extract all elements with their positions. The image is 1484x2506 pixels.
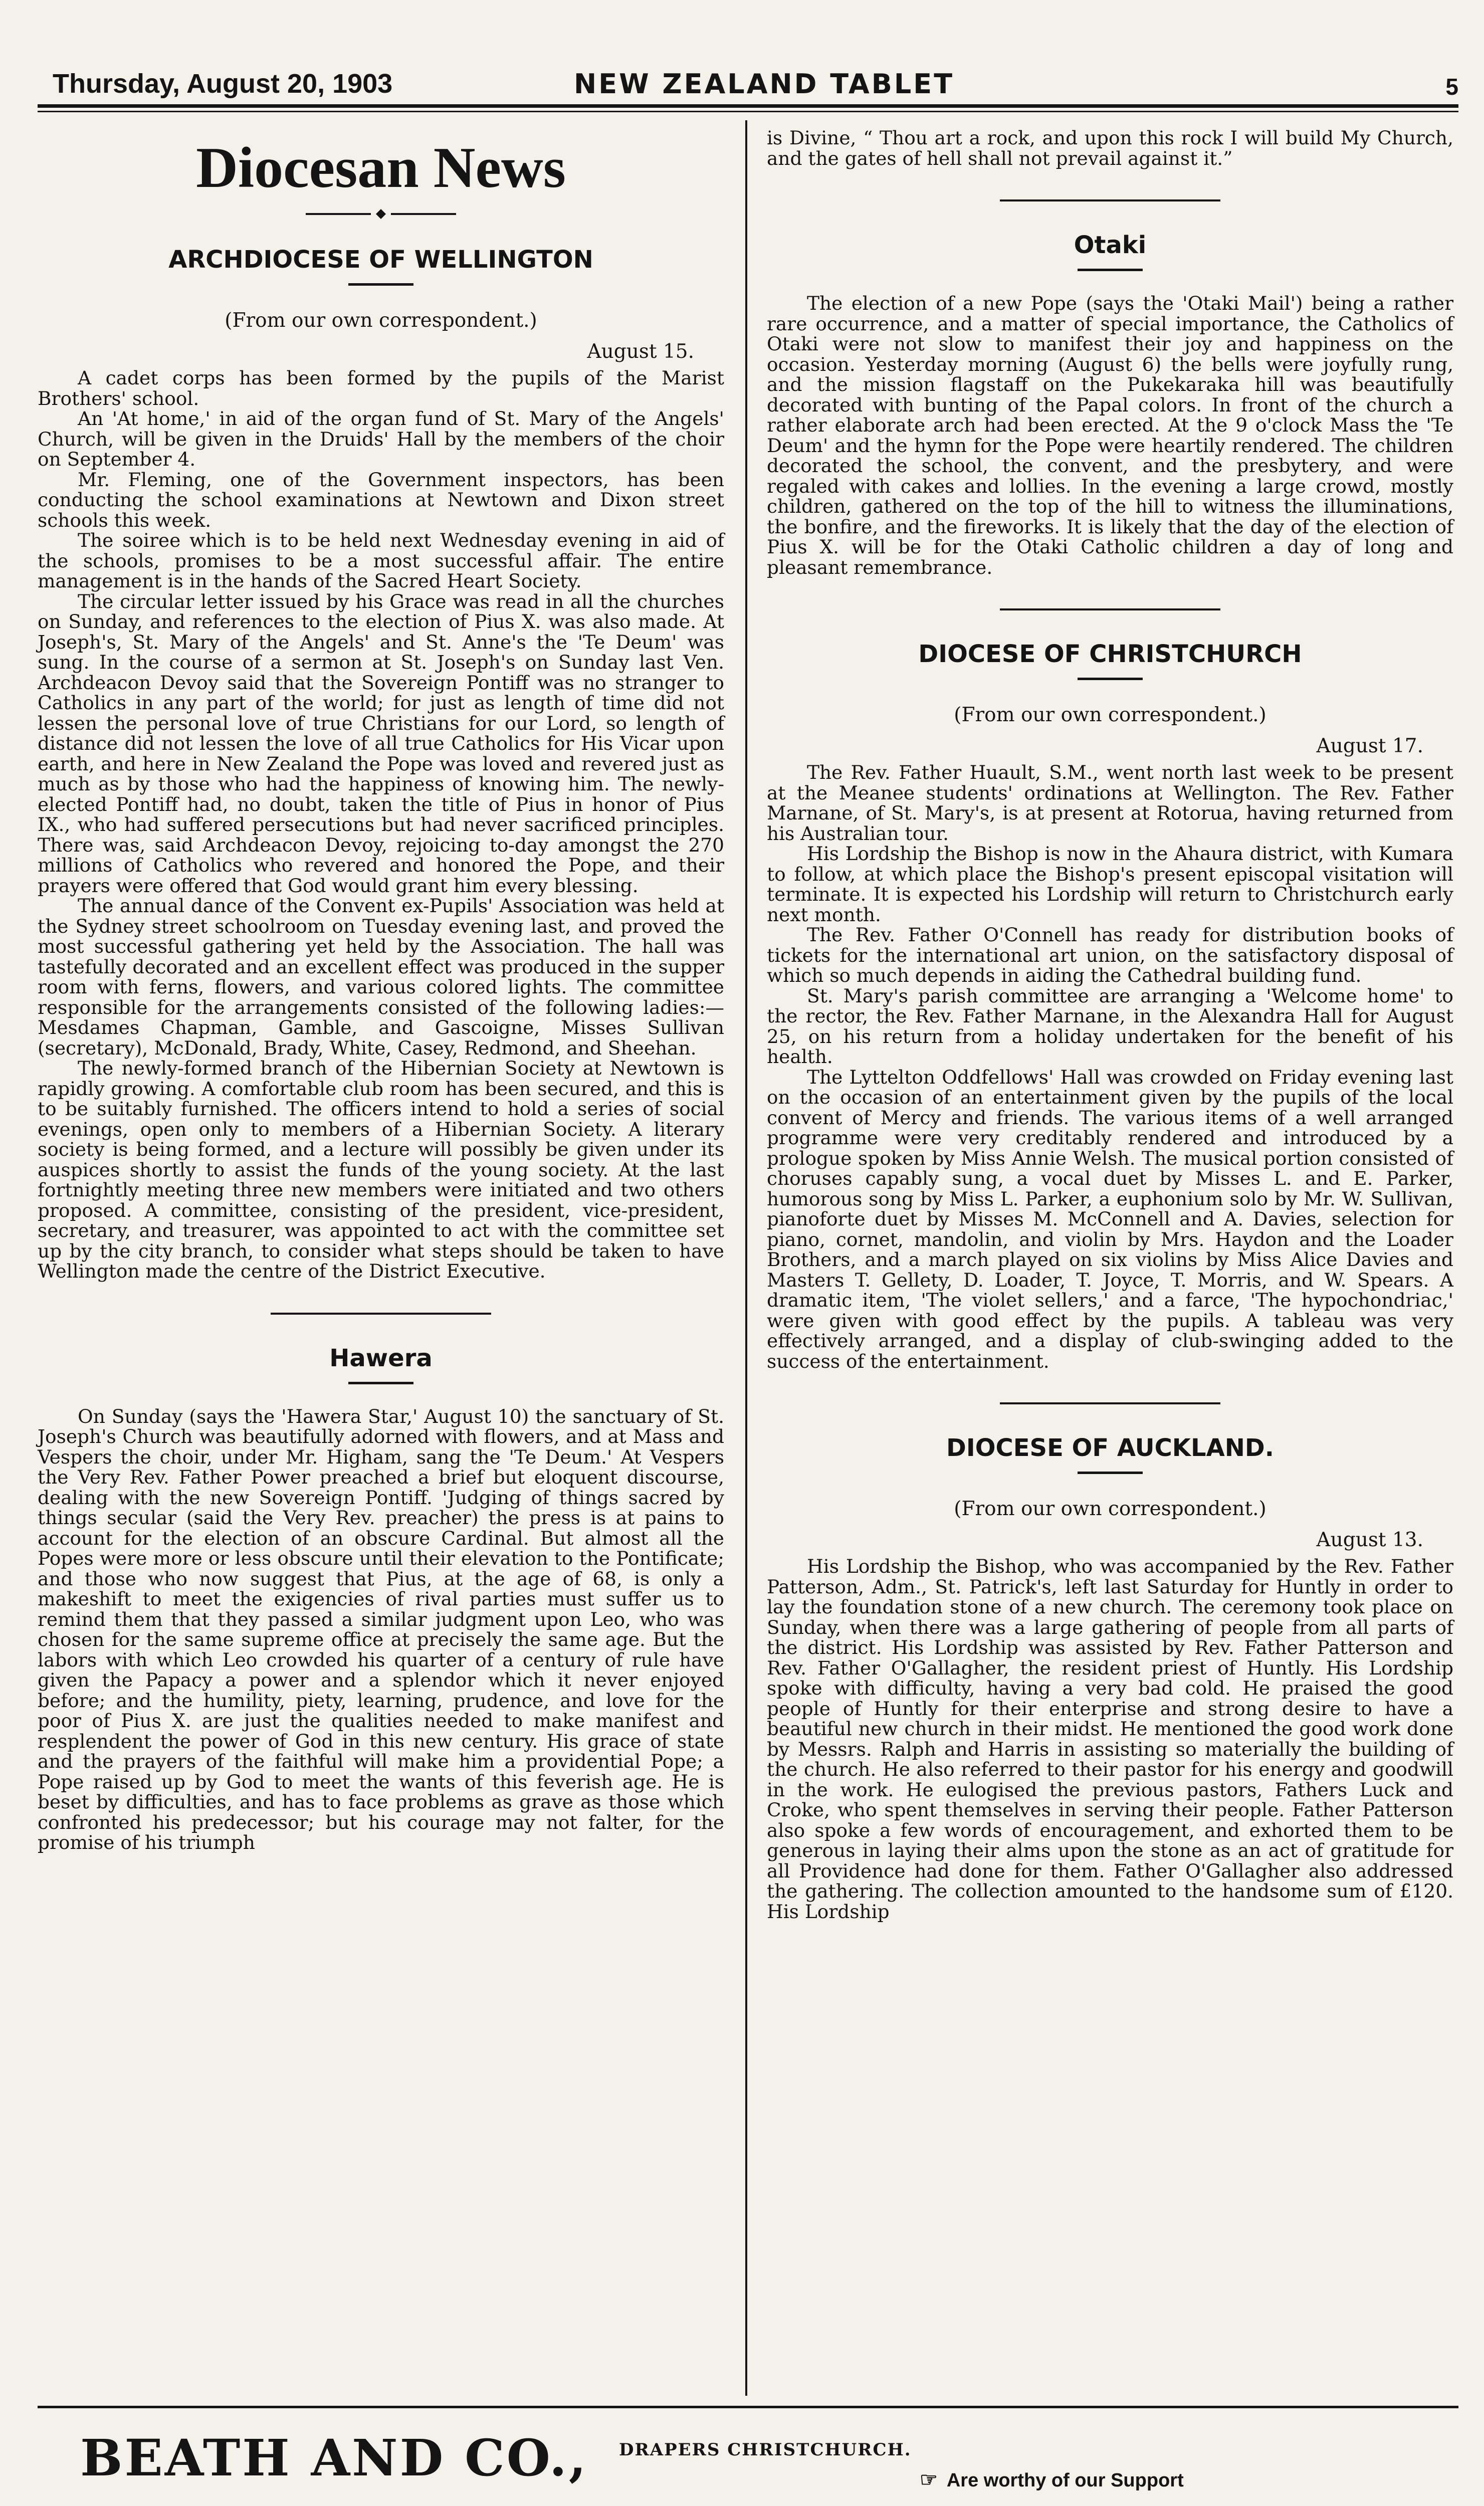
byline: (From our own correspondent.): [954, 1498, 1266, 1520]
heading-rule: [348, 1382, 413, 1384]
section-separator: [1000, 199, 1220, 201]
publication-title: NEW ZEALAND TABLET: [574, 68, 955, 100]
heading-rule: [1078, 678, 1143, 680]
section-heading: DIOCESE OF AUCKLAND.: [946, 1434, 1274, 1462]
paragraph: His Lordship the Bishop is now in the Ahaura district, with Kumara to follow, at which place the Bishop's present episcopal visitation will terminate. It is expected his Lordship will return to Christchurch early next month.: [767, 843, 1453, 926]
dateline: August 13.: [1316, 1529, 1423, 1551]
section-heading: Hawera: [329, 1344, 433, 1372]
section-separator: [1000, 608, 1220, 610]
paragraph: His Lordship the Bishop, who was accompanied by the Rev. Father Patterson, Adm., St. Patrick's, left last Saturday for Huntly in order to lay the foundation stone of a new church. The ceremony took place on Sunday, when there was a large gathering of people from all parts of the district. His Lordship was assisted by Rev. Father Patterson and Rev. Father O'Gallagher, the resident priest of Huntly. His Lordship spoke with difficulty, having a very bad cold. He praised the good people of Huntly for their enterprise and strong desire to have a beautiful new church in their midst. He mentioned the good work done by Messrs. Ralph and Harris in assisting so materially the building of the church. He also referred to their pastor for his energy and goodwill in the work. He eulogised the previous pastors, Fathers Luck and Croke, who spent themselves in serving their people. Father Patterson also spoke a few words of encouragement, and exhorted them to be generous in laying their alms upon the stone as an act of gratitude for all Providence had done for them. Father O'Gallagher also addressed the gathering. The collection amounted to the handsome sum of £120. His Lordship: [767, 1555, 1453, 1923]
section-heading: ARCHDIOCESE OF WELLINGTON: [168, 246, 593, 274]
issue-date: Thursday, August 20, 1903: [53, 69, 393, 99]
section-separator: [1000, 1402, 1220, 1404]
paragraph: The circular letter issued by his Grace was read in all the churches on Sunday, and references to the election of Pius X. was also made. At Joseph's, St. Mary of the Angels' and St. Anne's the 'Te Deum' was sung. In the course of a sermon at St. Joseph's on Sunday last Ven. Archdeacon Devoy said that the Sovereign Pontiff was no stranger to Catholics in any part of the world; for just as length of time did not lessen the personal love of true Christians for our Lord, so length of distance did not lessen the love of all true Catholics for His Vicar upon earth, and here in New Zealand the Pope was loved and revered just as much as by those who had the happiness of knowing him. The newly-elected Pontiff had, no doubt, taken the title of Pius in honor of Pius IX., who had suffered persecutions but had never sacrificed principles. There was, said Archdeacon Devoy, rejoicing to-day amongst the 270 millions of Catholics who revered and honored the Pope, and their prayers were offered that God would grant him every blessing.: [38, 590, 724, 897]
advertiser-trade: DRAPERS CHRISTCHURCH.: [619, 2440, 912, 2460]
header-rule-thin: [38, 111, 1458, 112]
advertiser-name: BEATH AND CO.,: [80, 2428, 588, 2487]
paragraph: St. Mary's parish committee are arranging a 'Welcome home' to the rector, the Rev. Father Marnane, in the Alexandra Hall for August 25, on his return from a holiday undertaken for the benefit of his health.: [767, 984, 1453, 1068]
dateline: August 17.: [1316, 735, 1423, 757]
paragraph: On Sunday (says the 'Hawera Star,' August 10) the sanctuary of St. Joseph's Church was beautifully adorned with flowers, and at Mass and Vespers the choir, under Mr. Higham, sang the 'Te Deum.' At Vespers the Very Rev. Father Power preached a brief but eloquent discourse, dealing with the new Sovereign Pontiff. 'Judging of things sacred by things secular (said the Very Rev. preacher) the press is at pains to account for the election of an obscure Cardinal. But almost all the Popes were more or less obscure until their elevation to the Pontificate; and those who now suggest that Pius, at the age of 68, is only a makeshift to meet the exigencies of rival parties must suffer us to remind them that they passed a similar judgment upon Leo, who was chosen for the same supreme office at precisely the same age. But the labors with which Leo crowded his quarter of a century of rule have given the Papacy a power and a splendor which it never enjoyed before; and the humility, piety, learning, prudence, and love for the poor of Pius X. are just the qualities needed to make manifest and resplendent the power of God in this new century. His grace of state and the prayers of the faithful will make him a providential Pope; a Pope raised up by God to meet the wants of this feverish age. He is beset by difficulties, and has to face problems as grave as those which confronted his predecessor; but his courage may not falter, for the promise of his triumph: [38, 1405, 724, 1853]
heading-rule: [1078, 269, 1143, 271]
column-divider: [745, 120, 747, 2396]
christchurch-section: [767, 640, 1453, 1371]
page-title: Diocesan News: [196, 136, 566, 200]
left-column: [38, 128, 724, 1853]
hawera-section: [38, 1344, 724, 1853]
section-separator: [271, 1313, 491, 1315]
byline: (From our own correspondent.): [954, 704, 1266, 726]
header-rule-thick: [38, 104, 1458, 108]
paragraph: The Rev. Father O'Connell has ready for distribution books of tickets for the international art union, on the satisfactory disposal of which so much depends in aiding the Cathedral building fund.: [767, 924, 1453, 986]
paragraph: A cadet corps has been formed by the pupils of the Marist Brothers' school.: [38, 367, 724, 409]
page-header: [38, 66, 1458, 102]
paragraph: The Lyttelton Oddfellows' Hall was crowded on Friday evening last on the occasion of an entertainment given by the pupils of the local convent of Mercy and friends. The various items of a well arranged programme were very creditably rendered and introduced by a prologue spoken by Miss Annie Welsh. The musical portion consisted of choruses capably sung, a vocal duet by Misses L. and E. Parker, humorous song by Miss L. Parker, a euphonium solo by Mr. W. Sullivan, pianoforte duet by Misses M. McConnell and A. Davies, selection for piano, cornet, mandolin, and violin by Mrs. Haydon and the Loader Brothers, and a march played on six violins by Miss Alice Davies and Masters T. Gellety, D. Loader, T. Joyce, T. Morris, and W. Spears. A dramatic item, 'The violet sellers,' and a farce, 'The hypochondriac,' were given with good effect by the pupils. A tableau was very effectively arranged, and a display of club-swinging added to the success of the entertainment.: [767, 1066, 1453, 1372]
dateline: August 15.: [587, 340, 694, 363]
otaki-section: [767, 231, 1453, 577]
paragraph: The election of a new Pope (says the 'Otaki Mail') being a rather rare occurrence, and a matter of special importance, the Catholics of Otaki were not slow to manifest their joy and happiness on the occasion. Yesterday morning (August 6) the bells were joyfully rung, and the mission flagstaff on the Pukekaraka hill was beautifully decorated with bunting of the Papal colors. In front of the church a rather elaborate arch had been erected. At the 9 o'clock Mass the 'Te Deum' and the hymn for the Pope were heartily rendered. The children decorated the school, the convent, and the presbytery, and were regaled with cakes and lollies. In the evening a large crowd, mostly children, gathered on the top of the hill to witness the illuminations, the bonfire, and the fireworks. It is likely that the day of the election of Pius X. will be for the Otaki Catholic children a day of long and pleasant remembrance.: [767, 292, 1453, 578]
auckland-section: [767, 1433, 1453, 1922]
wellington-section: [38, 245, 724, 1282]
slogan-text: Are worthy of our Support: [946, 2470, 1184, 2491]
byline: (From our own correspondent.): [225, 309, 537, 332]
paragraph: The Rev. Father Huault, S.M., went north last week to be present at the Meanee students' ordinations at Wellington. The Rev. Father Marnane, of St. Mary's, is at present at Rotorua, having returned from his Australian tour.: [767, 761, 1453, 845]
paragraph: An 'At home,' in aid of the organ fund of St. Mary of the Angels' Church, will be given in the Druids' Hall by the members of the choir on September 4.: [38, 407, 724, 470]
paragraph: Mr. Fleming, one of the Government inspectors, has been conducting the school examinations at Newtown and Dixon street schools this week.: [38, 468, 724, 531]
paragraph: The newly-formed branch of the Hibernian Society at Newtown is rapidly growing. A comfortable club room has been secured, and this is to be suitably furnished. The officers intend to hold a series of social evenings, open only to members of a Hibernian Society. A literary society is being formed, and a lecture will possibly be given under its auspices shortly to assist the funds of the young society. At the last fortnightly meeting three new members were initiated and two others proposed. A committee, consisting of the president, vice-president, secretary, and treasurer, was appointed to act with the committee set up by the city branch, to consider what steps should be taken to have Wellington made the centre of the District Executive.: [38, 1057, 724, 1282]
ornament-rule-icon: [306, 208, 456, 220]
footer-rule: [38, 2406, 1458, 2408]
advert-slogan: [920, 2468, 1184, 2491]
continuation-paragraph: is Divine, “ Thou art a rock, and upon this rock I will build My Church, and the gates of hell shall not prevail against it.”: [767, 127, 1453, 169]
page-number: 5: [1445, 74, 1458, 100]
pointing-hand-icon: ☞: [920, 2469, 938, 2491]
section-heading: DIOCESE OF CHRISTCHURCH: [918, 640, 1302, 668]
heading-rule: [348, 283, 413, 286]
right-column: [767, 128, 1453, 1922]
heading-rule: [1078, 1472, 1143, 1474]
paragraph: The soiree which is to be held next Wednesday evening in aid of the schools, promises to be a most successful affair. The entire management is in the hands of the Sacred Heart Society.: [38, 529, 724, 592]
paragraph: The annual dance of the Convent ex-Pupils' Association was held at the Sydney street schoolroom on Tuesday evening last, and proved the most successful gathering yet held by the Association. The hall was tastefully decorated and an excellent effect was produced in the supper room with ferns, flowers, and various colored lights. The committee responsible for the arrangements consisted of the following ladies:—Mesdames Chapman, Gamble, and Gascoigne, Misses Sullivan (secretary), McDonald, Brady, White, Casey, Redmond, and Sheehan.: [38, 895, 724, 1059]
section-heading: Otaki: [1074, 231, 1147, 259]
